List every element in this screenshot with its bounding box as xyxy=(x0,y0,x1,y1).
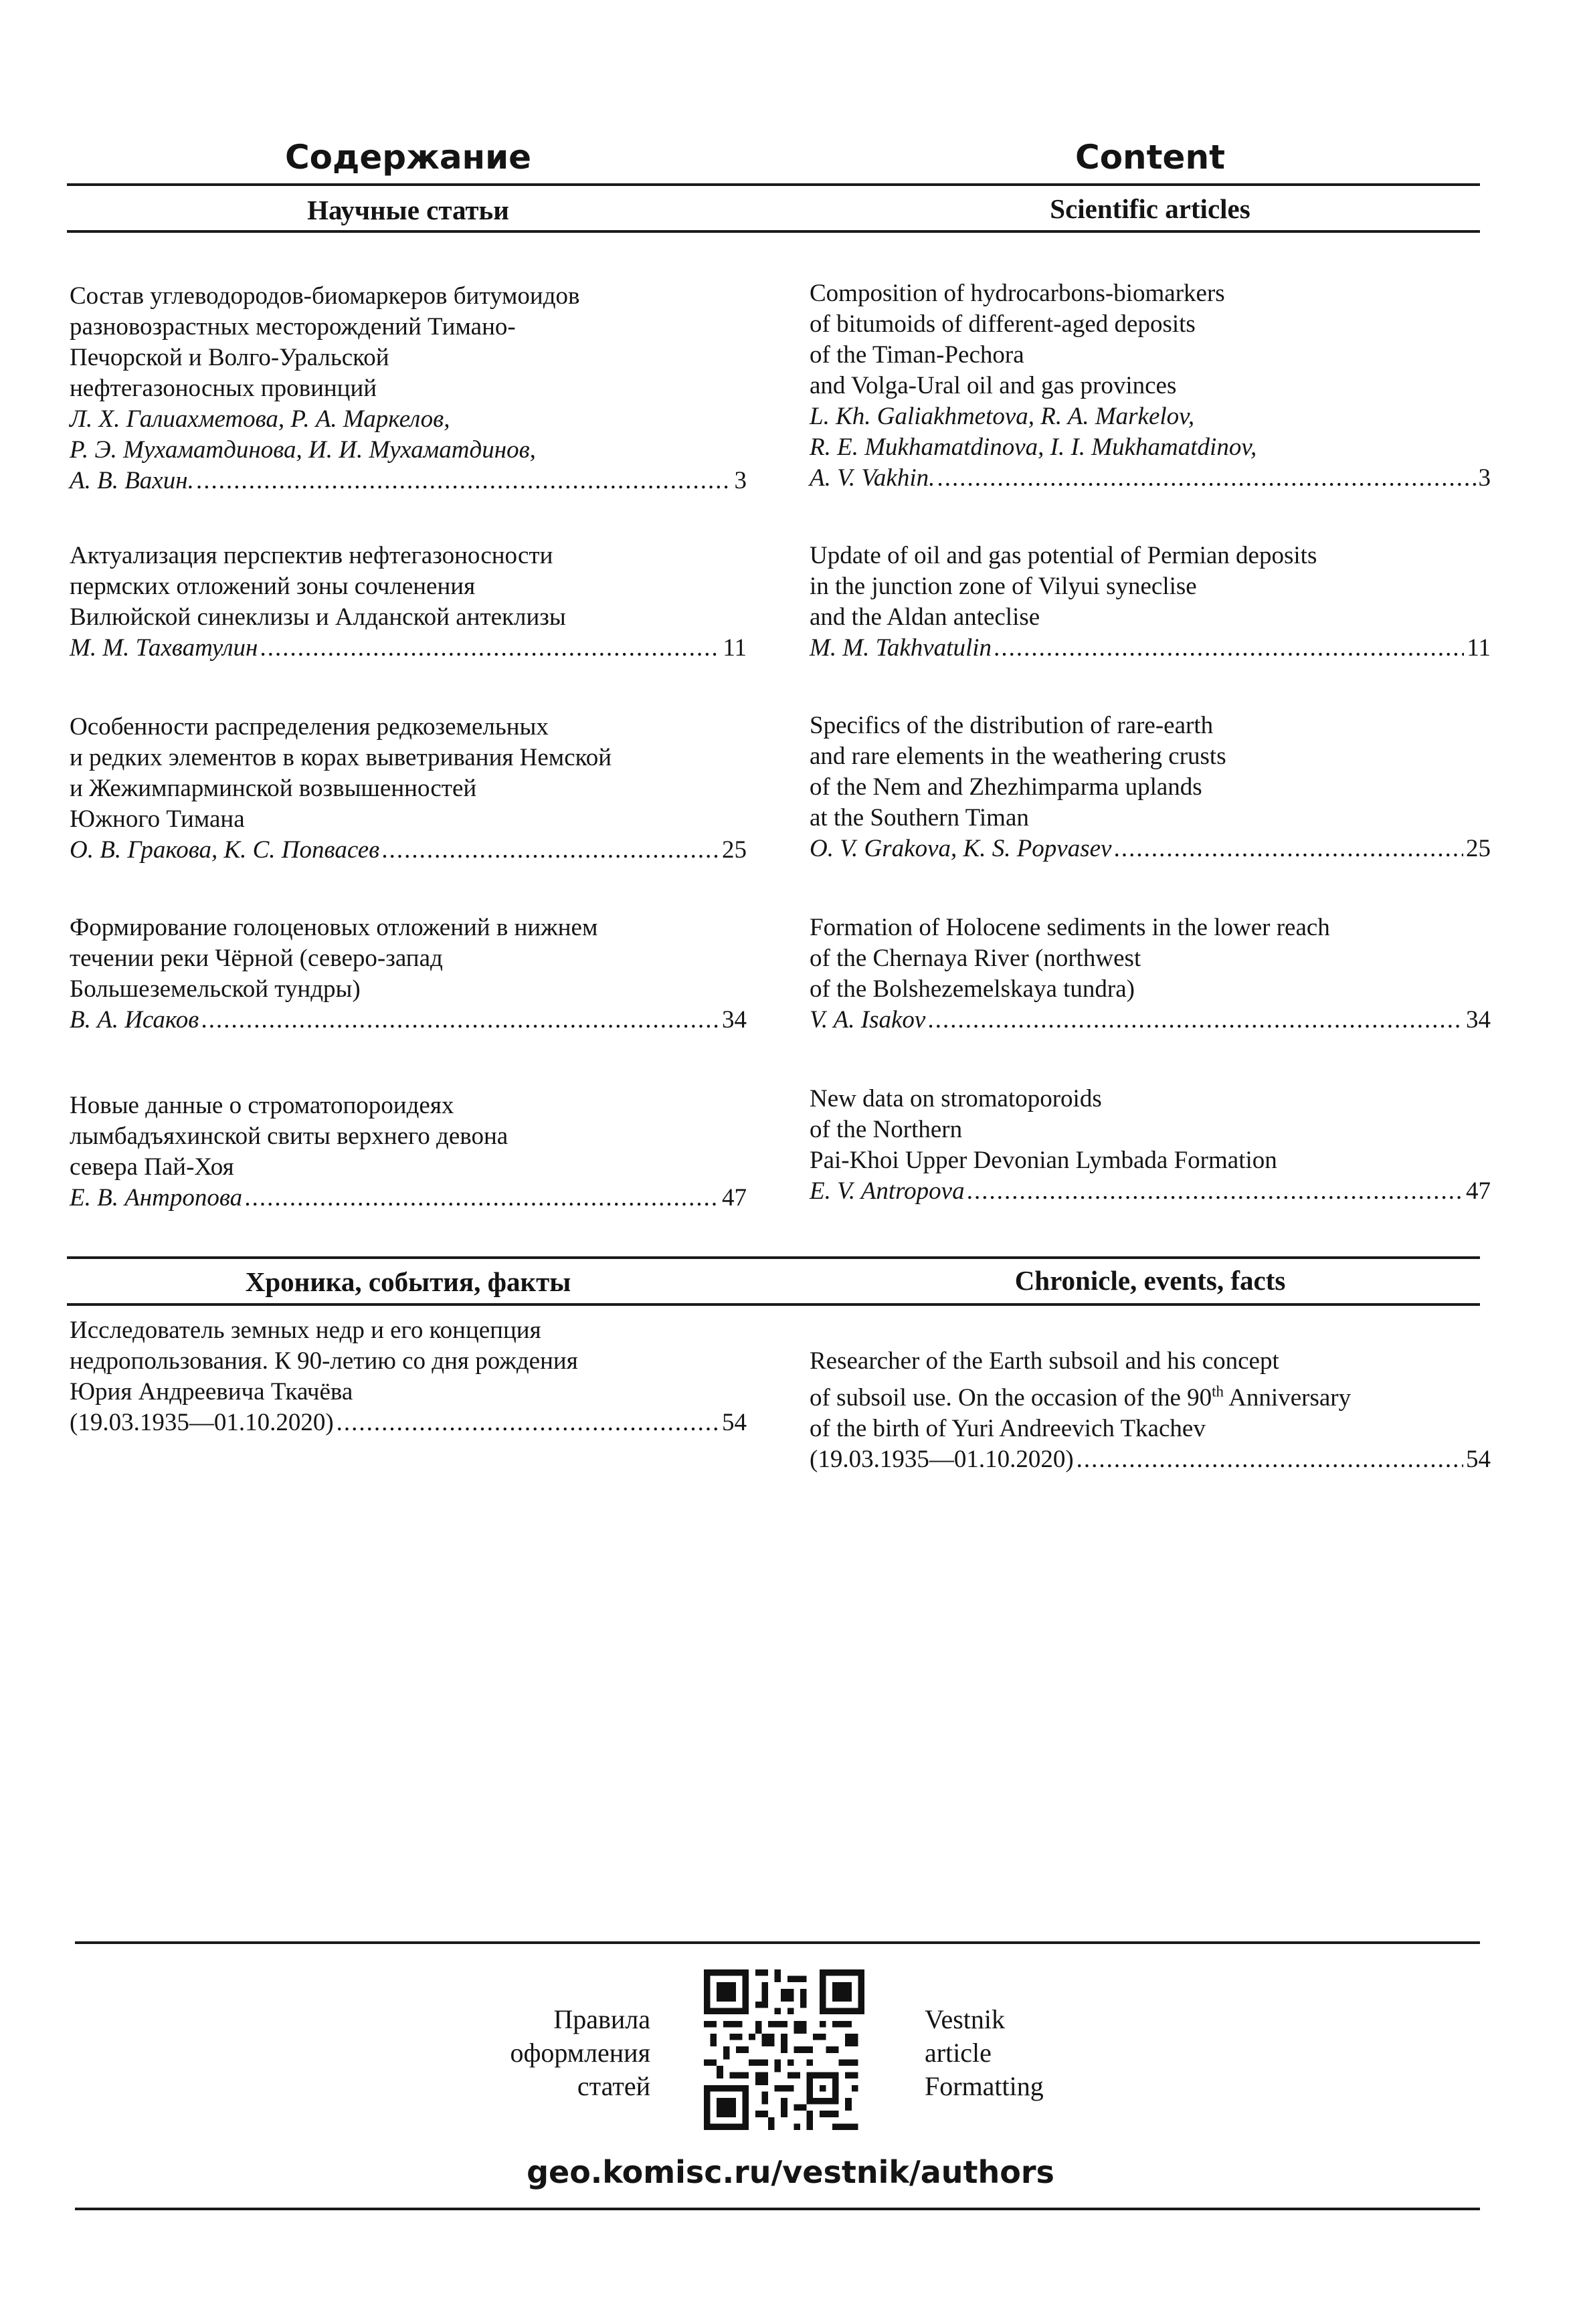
toc-entry-ru[interactable] xyxy=(70,912,747,1036)
entry-page-line: V. A. Isakov ..... 34 xyxy=(810,1005,1491,1036)
toc-entry-en[interactable] xyxy=(810,541,1491,664)
entry-page-line: A. V. Vakhin. ..... 3 xyxy=(810,463,1491,494)
qr-code-icon[interactable] xyxy=(704,1969,864,2130)
entry-title: Researcher of the Earth subsoil and his concept of subsoil use. On the occasion of the 90th Anniversary of the birth of Yuri Andreevich Tkachev xyxy=(810,1347,1352,1443)
entry-page-line: E. V. Antropova ..... 47 xyxy=(810,1176,1491,1207)
contents-heading-ru: Содержание xyxy=(284,138,532,177)
footer-label-ru: Правила оформления статей xyxy=(510,2004,650,2101)
page-number: 34 xyxy=(1466,1006,1491,1034)
entry-title: Актуализация перспектив нефтегазоносности пермских отложений зоны сочленения Вилюйской синеклизы и Алданской антеклизы xyxy=(70,542,566,631)
top-rule xyxy=(67,183,1480,186)
section-title-scientific-en: Scientific articles xyxy=(1050,193,1250,224)
page-number: 3 xyxy=(1478,464,1491,492)
entry-authors: L. Kh. Galiakhmetova, R. A. Markelov, R. E. Mukhamatdinova, I. I. Mukhamatdinov, xyxy=(810,403,1257,461)
entry-title: Composition of hydrocarbons-biomarkers of bitumoids of different-aged deposits of the Timan-Pechora and Volga-Ural oil and gas provinces xyxy=(810,280,1225,399)
page-number: 25 xyxy=(722,836,747,864)
entry-title: Исследователь земных недр и его концепция недропользования. К 90-летию со дня рождения Юрия Андреевича Ткачёва xyxy=(70,1317,578,1406)
section-title-chronicle-en: Chronicle, events, facts xyxy=(1014,1265,1286,1296)
footer-top-rule xyxy=(75,1941,1480,1944)
page-number: 25 xyxy=(1466,835,1491,862)
toc-entry-en[interactable] xyxy=(810,710,1491,864)
entry-page-line: В. А. Исаков ..... 34 xyxy=(70,1005,747,1036)
toc-entry-ru[interactable] xyxy=(70,541,747,664)
toc-entry-en[interactable] xyxy=(810,278,1491,494)
section-title-scientific-ru: Научные статьи xyxy=(307,195,509,225)
entry-page-line: М. М. Тахватулин ..... 11 xyxy=(70,633,747,664)
toc-entry-ru[interactable] xyxy=(70,712,747,866)
entry-title: Formation of Holocene sediments in the lower reach of the Chernaya River (northwest of the Bolshezemelskaya tundra) xyxy=(810,914,1330,1003)
section-rule-chronicle xyxy=(67,1303,1480,1306)
toc-entry-ru[interactable] xyxy=(70,1315,747,1438)
entry-page-line: А. В. Вахин. ..... 3 xyxy=(70,466,747,496)
entry-title: Specifics of the distribution of rare-earth and rare elements in the weathering crusts of the Nem and Zhezhimparma uplands at the Southern Timan xyxy=(810,712,1226,832)
page-number: 54 xyxy=(1466,1446,1491,1474)
page-number: 34 xyxy=(722,1006,747,1034)
page-number: 47 xyxy=(1466,1177,1491,1205)
footer-label-en: Vestnik article Formatting xyxy=(925,2004,1044,2101)
entry-title: New data on stromatoporoids of the Northern Pai-Khoi Upper Devonian Lymbada Formation xyxy=(810,1085,1277,1174)
section-title-chronicle-ru: Хроника, события, факты xyxy=(245,1266,571,1297)
entry-page-line: O. V. Grakova, K. S. Popvasev ..... 25 xyxy=(810,834,1491,864)
toc-entry-en[interactable] xyxy=(810,1346,1491,1475)
page-number: 47 xyxy=(722,1184,747,1212)
toc-entry-en[interactable] xyxy=(810,912,1491,1036)
page-number: 54 xyxy=(722,1409,747,1436)
page-number: 3 xyxy=(734,467,747,494)
entry-page-line: Е. В. Антропова ..... 47 xyxy=(70,1183,747,1214)
authors-url-link[interactable]: geo.komisc.ru/vestnik/authors xyxy=(527,2154,1054,2190)
toc-entry-en[interactable] xyxy=(810,1084,1491,1207)
entry-authors: Л. Х. Галиахметова, Р. А. Маркелов, Р. Э. Мухаматдинова, И. И. Мухаматдинов, xyxy=(70,405,536,464)
entry-title: Особенности распределения редкоземельных и редких элементов в корах выветривания Немской и Жежимпарминской возвышенностей Южного Тимана xyxy=(70,713,612,833)
page-number: 11 xyxy=(1467,634,1491,662)
entry-title: Состав углеводородов-биомаркеров битумоидов разновозрастных месторождений Тимано- Печорской и Волго-Уральской нефтегазоносных провинций xyxy=(70,282,580,402)
section-rule-scientific xyxy=(67,230,1480,233)
entry-page-line: (19.03.1935—01.10.2020) ..... 54 xyxy=(70,1408,747,1438)
entry-title: Формирование голоценовых отложений в нижнем течении реки Чёрной (северо-запад Большеземельской тундры) xyxy=(70,914,598,1003)
chronicle-top-rule xyxy=(67,1256,1480,1259)
footer-bottom-rule xyxy=(75,2208,1480,2210)
contents-heading-en: Content xyxy=(1075,138,1225,177)
toc-entry-ru[interactable] xyxy=(70,281,747,496)
page-number: 11 xyxy=(723,634,747,662)
entry-page-line: О. В. Гракова, К. С. Попвасев ..... 25 xyxy=(70,835,747,866)
entry-title: Update of oil and gas potential of Permian deposits in the junction zone of Vilyui syneclise and the Aldan anteclise xyxy=(810,542,1317,631)
entry-page-line: (19.03.1935—01.10.2020) ..... 54 xyxy=(810,1444,1491,1475)
toc-entry-ru[interactable] xyxy=(70,1090,747,1214)
entry-page-line: M. M. Takhvatulin ..... 11 xyxy=(810,633,1491,664)
entry-title: Новые данные о строматопороидеях лымбадъяхинской свиты верхнего девона севера Пай-Хоя xyxy=(70,1092,508,1181)
